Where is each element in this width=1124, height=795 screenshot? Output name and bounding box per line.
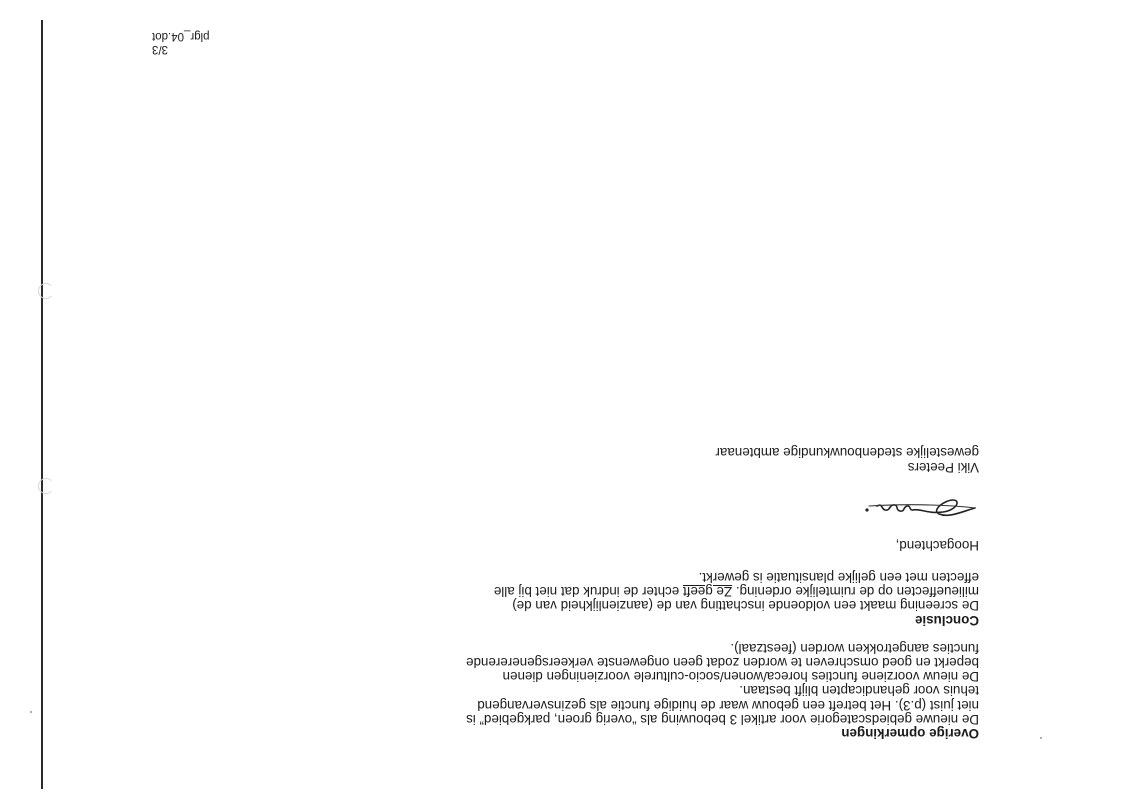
letter-body [159,445,979,740]
page-footer [152,29,242,55]
conclusion-line [159,584,979,598]
remarks-line: tehuis voor gehandicapten blijft bestaan. [739,683,979,699]
remarks-line: niet juist (p.3). Het betreft een gebouw waar de huidige functie als gezinsvervangend [477,697,979,713]
scan-speck [1040,737,1042,739]
remarks-heading: Overige opmerkingen [841,726,979,741]
remarks-line: De nieuw voorziene functies horeca/wonen/socio-culturele voorzieningen dienen [502,669,979,685]
remarks-line: functies aangetrokken worden (feestzaal). [730,640,979,656]
conclusion-text: echter de indruk dat niet bij alle [493,584,680,600]
conclusion-line: De screening maakt een voldoende inschatting van de (aanzienlijkheid van de) [512,598,979,614]
file-name: plgr_04.dot [152,30,210,42]
conclusion-line: effecten met een gelijke plansituatie is gewerkt. [698,569,979,585]
signatory-name: Viki Peeters [907,459,979,475]
page-number: 3/3 [152,43,168,55]
greeting: Hoogachtend, [895,537,979,553]
page-margin-line [41,20,43,789]
conclusion-underlined-text: Ze geeft [682,584,733,600]
punch-hole [38,478,54,494]
signatory-title: gewestelijke stedenbouwkundige ambtenaar [715,445,979,461]
handwritten-signature [849,488,979,530]
conclusion-text: milieueffecten op de ruimtelijke ordening. [735,584,979,600]
conclusion-heading: Conclusie [915,612,979,628]
scan-speck [30,711,32,713]
punch-hole [38,283,54,299]
remarks-line: beperkt en goed omschreven te worden zodat geen ongewenste verkeersgenererende [466,654,979,670]
remarks-line: De nieuwe gebiedscategorie voor artikel 3 bebouwing als “overig groen, parkgebied” is [466,711,979,727]
